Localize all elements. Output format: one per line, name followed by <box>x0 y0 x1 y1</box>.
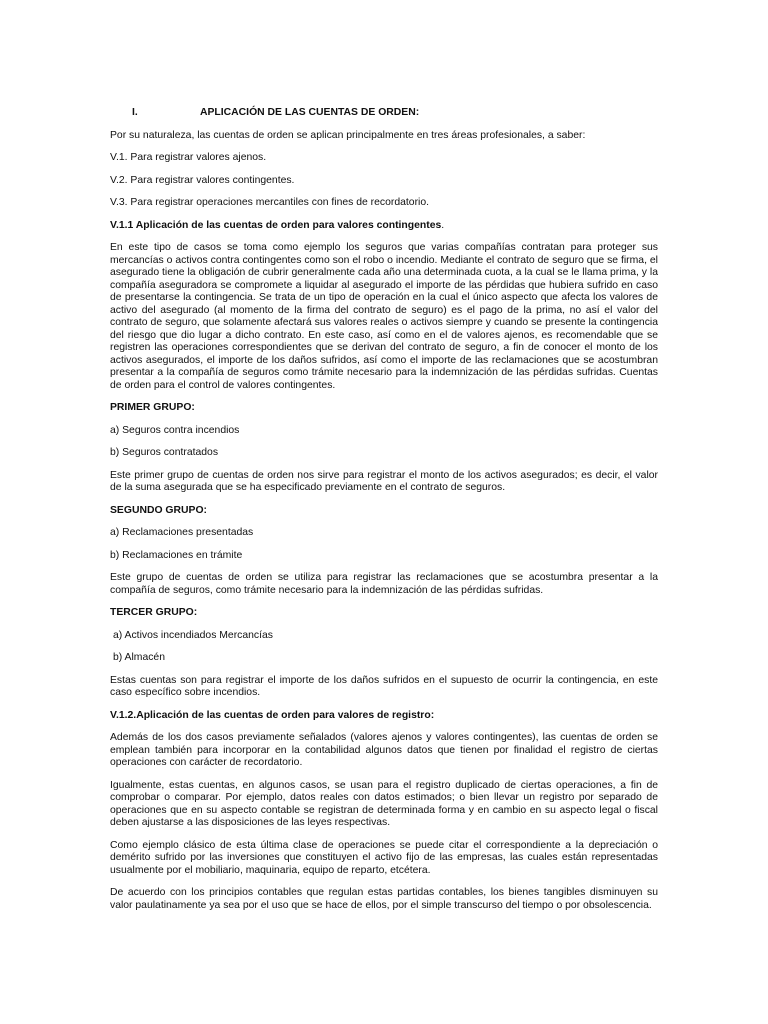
subsection-title: V.1.1 Aplicación de las cuentas de orden para valores contingentes <box>110 219 442 231</box>
group-3-item-b: b) Almacén <box>113 652 165 663</box>
group-2-item-b: b) Reclamaciones en trámite <box>110 549 243 561</box>
contingentes-paragraph: En este tipo de casos se toma como ejemplo los seguros que varias compañías contratan para proteger sus mercancías o activos contra contingentes como son el robo o incendio. Mediante el contrato de seguro que se firma, el asegurado tiene la obligación de cubrir generalmente cada año una determinada cuota, a la cual se le llama prima, y la compañía aseguradora se compromete a liquidar al asegurado el importe de las pérdidas que hubiera sufrido en caso de presentarse la contingencia. Se trata de un tipo de operación en la cual el único aspecto que afecta los valores de activo del asegurado (al momento de la firma del contrato de seguro) es el pago de la prima, no así el valor del contrato de seguro, que solamente afectará sus valores reales o activos siempre y cuando se presente la contingencia del riesgo que dio lugar a dicho contrato. En este caso, así como en el de valores ajenos, es recomendable que se registren las operaciones correspondientes que se derivan del contrato de seguro, a fin de conocer el monto de los activos asegurados, el importe de los daños sufridos, así como el importe de las reclamaciones que se acostumbran presentar a la compañía de seguros como trámite necesario para la indemnización de las pérdidas sufridas. Cuentas de orden para el control de valores contingentes. <box>110 242 658 391</box>
area-item-3: V.3. Para registrar operaciones mercantiles con fines de recordatorio. <box>110 197 430 208</box>
group-2-title: SEGUNDO GRUPO: <box>110 504 207 516</box>
group-3-paragraph: Estas cuentas son para registrar el importe de los daños sufridos en el supuesto de ocurrir la contingencia, en este caso específico sobre incendios. <box>110 674 658 698</box>
section-title: APLICACIÓN DE LAS CUENTAS DE ORDEN: <box>200 107 420 118</box>
group-2-paragraph: Este grupo de cuentas de orden se utiliza para registrar las reclamaciones que se acostumbra presentar a la compañía de seguros, como trámite necesario para la indemnización de las pérdidas sufridas. <box>110 572 658 596</box>
group-3-item-a: a) Activos incendiados Mercancías <box>113 629 273 641</box>
intro-paragraph: Por su naturaleza, las cuentas de orden se aplican principalmente en tres áreas profesionales, a saber: <box>110 129 586 141</box>
group-1-title: PRIMER GRUPO: <box>110 402 195 413</box>
subsection-title-suffix: . <box>441 219 445 231</box>
registro-paragraph-1: Además de los dos casos previamente señalados (valores ajenos y valores contingentes), las cuentas de orden se emplean también para incorporar en la contabilidad algunos datos que tienen por finalidad el registro de ciertas operaciones con carácter de recordatorio. <box>110 732 658 768</box>
area-item-1: V.1. Para registrar valores ajenos. <box>110 152 267 163</box>
group-2-item-a: a) Reclamaciones presentadas <box>110 527 254 538</box>
registro-paragraph-4: De acuerdo con los principios contables que regulan estas partidas contables, los bienes tangibles disminuyen su valor paulatinamente ya sea por el uso que se hace de ellos, por el simple transcurso del tiempo o por obsolescencia. <box>110 887 658 911</box>
document-body <box>110 107 658 922</box>
area-item-2: V.2. Para registrar valores contingentes. <box>110 174 295 186</box>
subsection-heading-contingentes <box>110 220 658 233</box>
group-1-item-b: b) Seguros contratados <box>110 447 219 458</box>
section-number: I. <box>132 107 138 118</box>
group-1-paragraph: Este primer grupo de cuentas de orden nos sirve para registrar el monto de los activos asegurados; es decir, el valor de la suma asegurada que se ha especificado previamente en el contrato de seguros. <box>110 469 658 493</box>
registro-paragraph-2: Igualmente, estas cuentas, en algunos casos, se usan para el registro duplicado de ciertas operaciones, a fin de comprobar o comparar. Por ejemplo, datos reales con datos estimados; o bien llevar un registro por separado de operaciones que en su aspecto contable se registran de determinada forma y en cambio en su aspecto legal o fiscal deben ajustarse a las disposiciones de las leyes respectivas. <box>110 779 658 828</box>
group-1-item-a: a) Seguros contra incendios <box>110 424 240 436</box>
subsection-heading-registro: V.1.2.Aplicación de las cuentas de orden para valores de registro: <box>110 709 435 721</box>
group-3-title: TERCER GRUPO: <box>110 607 198 618</box>
registro-paragraph-3: Como ejemplo clásico de esta última clase de operaciones se puede citar el correspondiente a la depreciación o demérito sufrido por las inversiones que constituyen el activo fijo de las empresas, las cuales están representadas usualmente por el mobiliario, maquinaria, equipo de reparto, etcétera. <box>110 839 658 876</box>
section-heading <box>110 107 658 120</box>
